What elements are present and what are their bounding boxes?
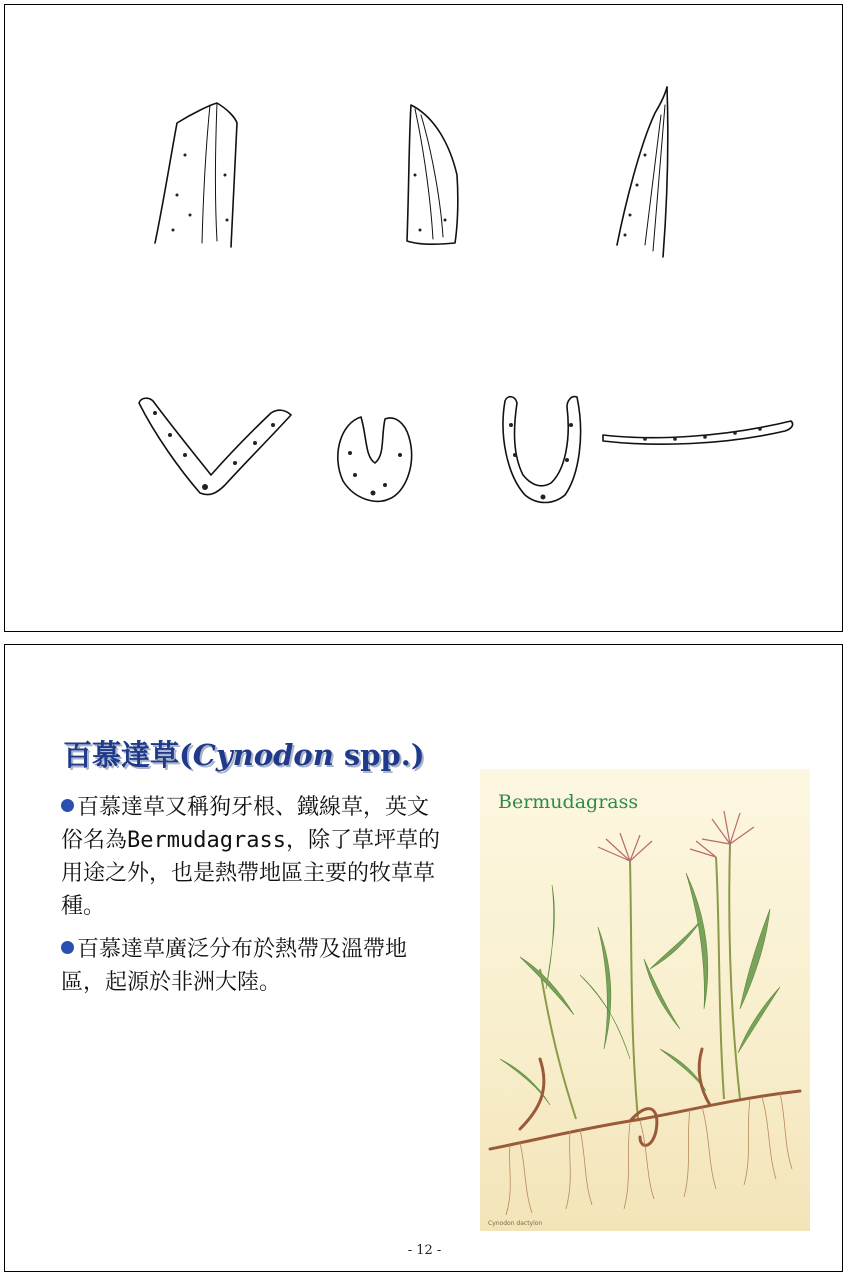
bullet-list <box>61 791 441 1009</box>
cross-section-u <box>503 397 581 503</box>
title-rest: spp.) <box>333 738 425 772</box>
stolons <box>490 1049 800 1149</box>
bullet-text: 百慕達草廣泛分布於熱帶及溫帶地區，起源於非洲大陸。 <box>61 937 408 995</box>
leaf-tip-1 <box>155 103 237 247</box>
title-latin: Cynodon <box>192 738 334 772</box>
bullet-item <box>61 933 441 999</box>
page-number: - 12 - <box>407 1243 442 1258</box>
image-label: Bermudagrass <box>498 791 639 813</box>
roots <box>506 1093 792 1215</box>
slide-top <box>4 4 843 632</box>
bullet-text: 百慕達草又稱狗牙根、鐵線草，英文俗名為Bermudagrass，除了草坪草的用途之外，也是熱帶地區主要的牧草草種。 <box>61 795 440 919</box>
bullet-item <box>61 791 441 923</box>
stems <box>540 844 740 1119</box>
bermudagrass-image <box>480 769 810 1231</box>
cross-section-flat <box>603 421 793 444</box>
leaf-tip-2 <box>407 105 458 244</box>
cross-section-folded <box>338 417 412 501</box>
title-open-paren: ( <box>179 738 193 772</box>
leaf-illustration <box>5 5 843 632</box>
cross-section-v <box>139 398 291 494</box>
title-chinese: 百慕達草 <box>63 738 180 772</box>
bullet-dot-icon <box>61 799 74 812</box>
leaf-tip-3 <box>617 87 668 257</box>
image-caption: Cynodon dactylon <box>488 1220 543 1227</box>
slide-bottom <box>4 644 843 1272</box>
bullet-dot-icon <box>61 941 74 954</box>
grass-plant-illustration <box>480 769 810 1231</box>
slide-title <box>63 733 425 774</box>
